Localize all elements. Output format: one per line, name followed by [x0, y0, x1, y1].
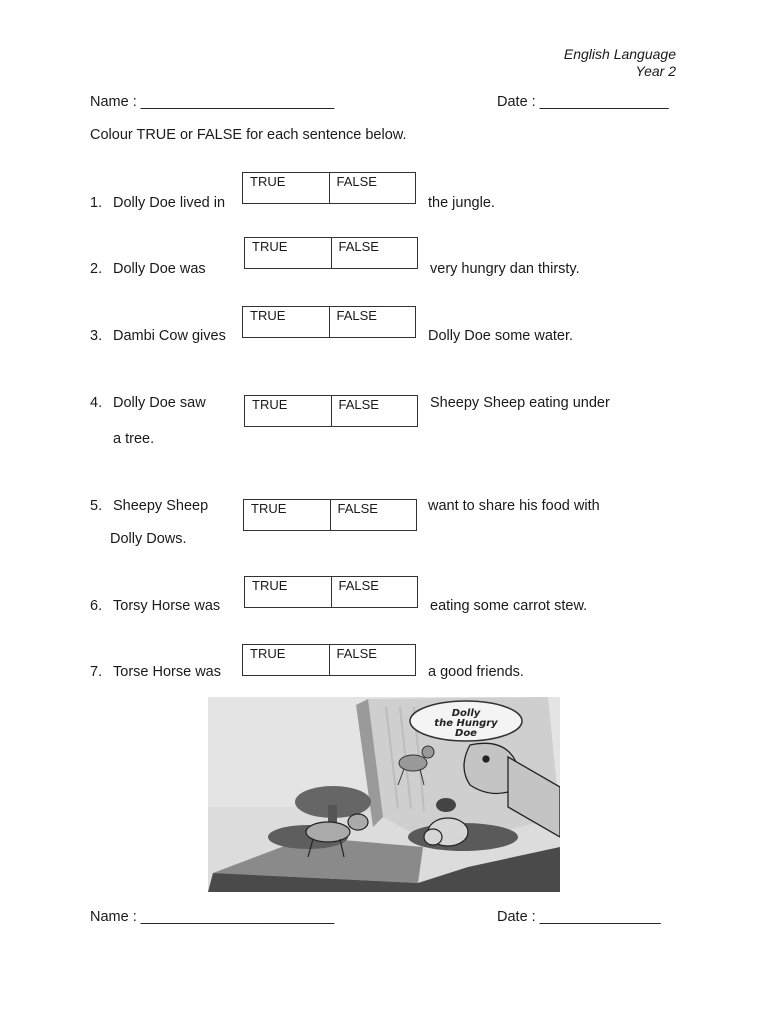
- question-text-before: Torse Horse was: [113, 664, 221, 680]
- true-false-box: [242, 306, 416, 338]
- true-option[interactable]: TRUE: [250, 174, 286, 189]
- book-title-line2: the Hungry: [434, 718, 498, 729]
- false-option[interactable]: FALSE: [331, 577, 418, 607]
- true-false-box: [242, 644, 416, 676]
- true-false-box: [243, 499, 417, 531]
- false-option[interactable]: FALSE: [331, 396, 418, 426]
- instruction-text: Colour TRUE or FALSE for each sentence below.: [90, 127, 407, 143]
- question-number: 1.: [90, 195, 103, 211]
- question-text-before: Dolly Doe saw: [113, 395, 206, 411]
- question-text-before: Sheepy Sheep: [113, 498, 209, 514]
- footer-name-field[interactable]: Name : ________________________: [90, 909, 335, 925]
- question-text-before: Dambi Cow gives: [113, 328, 226, 344]
- false-option[interactable]: FALSE: [331, 238, 418, 268]
- true-false-box: [242, 172, 416, 204]
- question-number: 5.: [90, 498, 103, 514]
- question-number: 7.: [90, 664, 103, 680]
- question-text-after: Dolly Doe some water.: [428, 328, 574, 344]
- question-text-after: eating some carrot stew.: [430, 598, 588, 614]
- book-title-line1: Dolly: [451, 708, 481, 719]
- true-option[interactable]: TRUE: [251, 501, 287, 516]
- true-false-box: [244, 576, 418, 608]
- question-text-after: want to share his food with: [428, 498, 600, 514]
- false-option[interactable]: FALSE: [329, 307, 416, 337]
- true-option[interactable]: TRUE: [252, 397, 288, 412]
- question-text-after: a good friends.: [428, 664, 524, 680]
- false-option[interactable]: FALSE: [329, 645, 416, 675]
- question-text-before: Dolly Doe was: [113, 261, 206, 277]
- question-number: 4.: [90, 395, 103, 411]
- subject-label: English Language: [563, 46, 676, 62]
- true-false-box: [244, 237, 418, 269]
- true-option[interactable]: TRUE: [250, 308, 286, 323]
- true-option[interactable]: TRUE: [252, 239, 288, 254]
- question-continuation: Dolly Dows.: [110, 531, 187, 547]
- year-label: Year 2: [635, 63, 676, 79]
- question-text-after: the jungle.: [428, 195, 495, 211]
- question-number: 3.: [90, 328, 103, 344]
- date-field[interactable]: Date : ________________: [497, 94, 669, 110]
- name-field[interactable]: Name : ________________________: [90, 94, 335, 110]
- question-text-after: Sheepy Sheep eating under: [430, 395, 610, 411]
- false-option[interactable]: FALSE: [329, 173, 416, 203]
- false-option[interactable]: FALSE: [330, 500, 417, 530]
- story-illustration: [208, 697, 560, 892]
- true-option[interactable]: TRUE: [252, 578, 288, 593]
- question-text-before: Dolly Doe lived in: [113, 195, 226, 211]
- question-number: 6.: [90, 598, 103, 614]
- question-continuation: a tree.: [113, 431, 155, 447]
- true-false-box: [244, 395, 418, 427]
- book-title-line3: Doe: [455, 728, 477, 739]
- footer-date-field[interactable]: Date : _______________: [497, 909, 661, 925]
- question-text-after: very hungry dan thirsty.: [430, 261, 580, 277]
- question-number: 2.: [90, 261, 103, 277]
- question-text-before: Torsy Horse was: [113, 598, 221, 614]
- true-option[interactable]: TRUE: [250, 646, 286, 661]
